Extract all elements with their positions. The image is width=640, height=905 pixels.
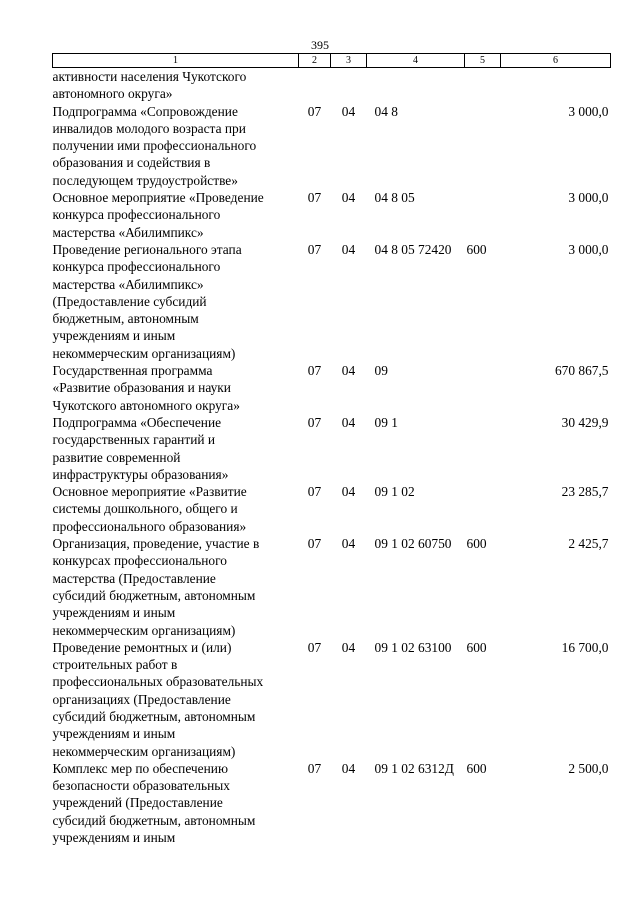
- table-row: [53, 535, 611, 639]
- header-col-1: 1: [53, 54, 299, 68]
- header-col-5: 5: [465, 54, 501, 68]
- row-subsection-code: 04: [341, 103, 356, 119]
- row-amount: [501, 68, 611, 103]
- row-description: Подпрограмма «Сопровождение инвалидов молодого возраста при получении ими профессионального образования и содействия в последующем трудоустройстве»: [52, 103, 257, 188]
- row-subsection-code: 04: [341, 639, 356, 655]
- row-description: Основное мероприятие «Развитие системы дошкольного, общего и профессионального образования»: [52, 484, 247, 534]
- row-description: Комплекс мер по обеспечению безопасности образовательных учреждений (Предоставление субсидий бюджетным, автономным учреждениям и иным: [52, 760, 256, 846]
- row-subsection-code: 04: [341, 484, 356, 500]
- row-subsection-code: 04: [341, 241, 356, 257]
- table-row: [53, 68, 611, 103]
- row-subsection-code: 04: [341, 363, 356, 379]
- row-description: Государственная программа «Развитие образования и науки Чукотского автономного округа»: [52, 363, 240, 413]
- table-row: [53, 760, 611, 846]
- row-description: активности населения Чукотского автономного округа»: [52, 69, 247, 102]
- header-col-6: 6: [501, 54, 611, 68]
- row-amount: 2 500,0: [568, 760, 609, 776]
- header-col-3: 3: [331, 54, 367, 68]
- row-amount: 23 285,7: [561, 484, 609, 500]
- column-numbers-header: [53, 54, 611, 68]
- row-expense-type-code: [465, 68, 501, 103]
- table-row: [53, 241, 611, 362]
- header-col-4: 4: [367, 54, 465, 68]
- row-amount: 2 425,7: [568, 536, 609, 552]
- page-number: 395: [311, 38, 329, 52]
- row-subsection-code: [331, 68, 367, 103]
- table-row: [53, 189, 611, 241]
- table-row: [53, 103, 611, 189]
- row-section-code: 07: [307, 103, 322, 119]
- row-description: Проведение ремонтных и (или) строительных работ в профессиональных образовательных организациях (Предоставление субсидий бюджетным, автономным учреждениям и иным некоммерческим организациям): [52, 639, 264, 759]
- row-subsection-code: 04: [341, 536, 356, 552]
- row-subsection-code: 04: [341, 190, 356, 206]
- row-description: Организация, проведение, участие в конкурсах профессионального мастерства (Предоставление субсидий бюджетным, автономным учреждениям и иным некоммерческим организациям): [52, 536, 260, 638]
- row-amount: 30 429,9: [561, 414, 609, 430]
- table-row: [53, 639, 611, 760]
- row-expense-type-code: 600: [466, 639, 487, 655]
- row-expense-type-code: [465, 362, 501, 414]
- row-target-article-code: [367, 68, 465, 103]
- row-target-article-code: 09 1 02 63100: [374, 639, 452, 655]
- row-section-code: 07: [307, 414, 322, 430]
- table-row: [53, 483, 611, 535]
- row-amount: 670 867,5: [554, 363, 609, 379]
- header-col-2: 2: [299, 54, 331, 68]
- row-subsection-code: 04: [341, 760, 356, 776]
- row-section-code: 07: [307, 760, 322, 776]
- row-description: Проведение регионального этапа конкурса профессионального мастерства «Абилимпикс» (Предоставление субсидий бюджетным, автономным учреждениям и иным некоммерческим организациям): [52, 241, 242, 361]
- row-expense-type-code: [465, 483, 501, 535]
- budget-table: [52, 53, 611, 846]
- row-description: Основное мероприятие «Проведение конкурса профессионального мастерства «Абилимпикс»: [52, 190, 264, 240]
- row-section-code: 07: [307, 190, 322, 206]
- row-section-code: 07: [307, 639, 322, 655]
- row-target-article-code: 04 8 05 72420: [374, 241, 452, 257]
- row-target-article-code: 09 1 02 6312Д: [374, 760, 454, 776]
- row-expense-type-code: 600: [466, 241, 487, 257]
- row-section-code: 07: [307, 484, 322, 500]
- row-target-article-code: 09 1 02 60750: [374, 536, 452, 552]
- row-section-code: 07: [307, 536, 322, 552]
- row-section-code: 07: [307, 363, 322, 379]
- row-section-code: 07: [307, 241, 322, 257]
- table-row: [53, 414, 611, 483]
- row-target-article-code: 09 1: [374, 414, 398, 430]
- row-amount: 3 000,0: [568, 103, 609, 119]
- row-expense-type-code: [465, 189, 501, 241]
- table-row: [53, 362, 611, 414]
- row-expense-type-code: 600: [466, 760, 487, 776]
- row-target-article-code: 09 1 02: [374, 484, 415, 500]
- row-target-article-code: 09: [374, 363, 388, 379]
- row-target-article-code: 04 8 05: [374, 190, 415, 206]
- row-section-code: [299, 68, 331, 103]
- row-amount: 3 000,0: [568, 190, 609, 206]
- row-amount: 3 000,0: [568, 241, 609, 257]
- row-description: Подпрограмма «Обеспечение государственных гарантий и развитие современной инфраструктуры образования»: [52, 414, 229, 482]
- row-expense-type-code: [465, 103, 501, 189]
- row-subsection-code: 04: [341, 414, 356, 430]
- row-expense-type-code: [465, 414, 501, 483]
- table-body: [53, 68, 611, 847]
- row-target-article-code: 04 8: [374, 103, 398, 119]
- row-amount: 16 700,0: [561, 639, 609, 655]
- row-expense-type-code: 600: [466, 536, 487, 552]
